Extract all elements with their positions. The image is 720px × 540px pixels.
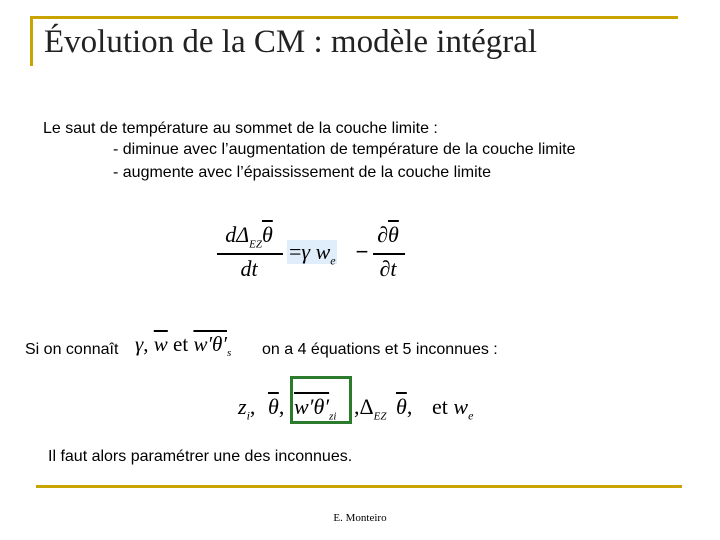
intro-text: Le saut de température au sommet de la couche limite : bbox=[43, 120, 438, 137]
lhs-fraction-bar bbox=[217, 253, 283, 255]
rhs-numerator: $\partial\overline{\theta}$ bbox=[377, 222, 399, 247]
footer-author: E. Monteiro bbox=[333, 512, 387, 524]
lhs-denominator: dt bbox=[240, 256, 258, 281]
title-rule-left bbox=[30, 16, 33, 66]
known-quantities: γ, $\overline{w}$ et $w'\theta'_s$ bbox=[135, 332, 232, 360]
title-rule-top bbox=[30, 16, 678, 19]
temperature-jump-equation bbox=[215, 218, 405, 288]
bullet-decrease: - diminue avec l’augmentation de température de la couche limite bbox=[113, 141, 576, 158]
unknowns-list bbox=[238, 384, 488, 428]
minus-sign: − bbox=[355, 239, 369, 264]
unknown-zi: $z_i$, bbox=[238, 394, 256, 423]
conclusion-text: Il faut alors paramétrer une des inconnues. bbox=[48, 448, 353, 465]
rhs-fraction-bar bbox=[373, 253, 405, 255]
known-suffix: on a 4 équations et 5 inconnues : bbox=[262, 341, 498, 358]
known-prefix: Si on connaît bbox=[25, 341, 119, 358]
unknown-we: et $w_e$ bbox=[432, 394, 474, 423]
slide-title: Évolution de la CM : modèle intégral bbox=[44, 24, 538, 60]
lhs-numerator: $d\Delta_{EZ}\overline{\theta}$ bbox=[225, 222, 273, 251]
rhs-gamma-we: =γ $w_e$ bbox=[289, 239, 336, 268]
bullet-increase: - augmente avec l’épaississement de la couche limite bbox=[113, 164, 491, 181]
rhs-denominator: ∂t bbox=[379, 256, 397, 281]
unknown-flux: $w'\theta'_{zi}$ bbox=[294, 394, 337, 423]
footer-rule bbox=[36, 485, 682, 488]
unknown-theta2: $\overline{\theta}$, bbox=[396, 394, 413, 419]
unknown-delta: $,\Delta_{EZ}$ bbox=[354, 394, 387, 423]
unknown-theta: $\overline{\theta}$, bbox=[268, 394, 285, 419]
parametrized-unknown-box bbox=[290, 376, 352, 424]
